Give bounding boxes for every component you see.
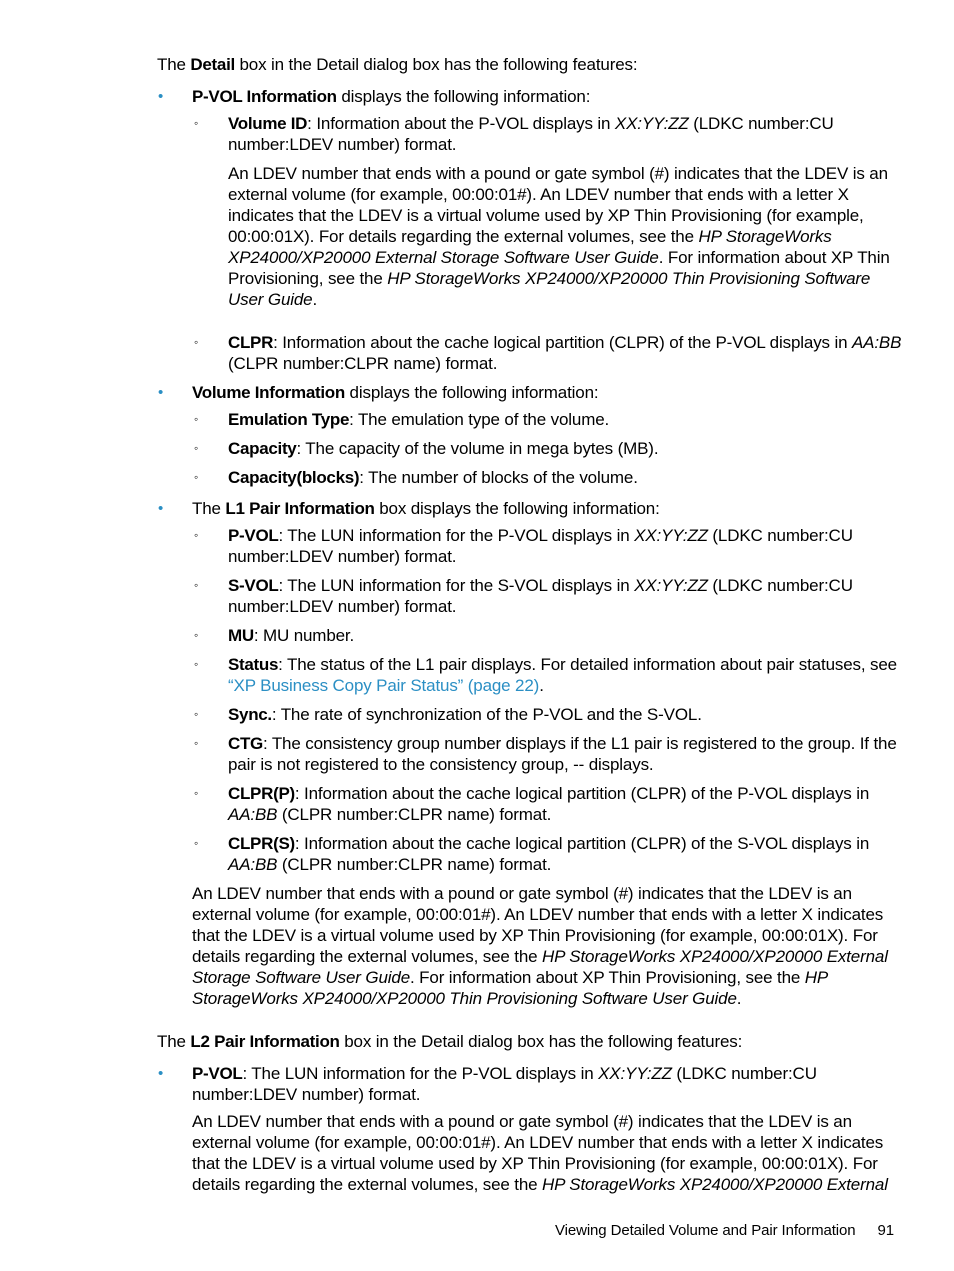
ldev-note-2: An LDEV number that ends with a pound or gate symbol (#) indicates that the LDEV is an external volume (for example, 00:00:01#). An LDEV number that ends with a letter X indicates that the LDEV is a virtual volume used by XP Thin Provisioning (for example, 00:00:01X). For details regarding the external volumes, see the HP StorageWorks XP24000/XP20000 External Storage Software User Guide. For information about XP Thin Provisioning, see the HP StorageWorks XP24000/XP20000 Thin Provisioning Software User Guide. [192,884,888,1008]
sub-l1-svol: ◦ S-VOL: The LUN information for the S-VOL displays in XX:YY:ZZ (LDKC number:CU number:LDEV number) format. [194,576,853,616]
ldev-note-1: An LDEV number that ends with a pound or gate symbol (#) indicates that the LDEV is an external volume (for example, 00:00:01#). An LDEV number that ends with a letter X indicates that the LDEV is a virtual volume used by XP Thin Provisioning (for example, 00:00:01X). For details regarding the external volumes, see the HP StorageWorks XP24000/XP20000 External Storage Software User Guide. For information about XP Thin Provisioning, see the HP StorageWorks XP24000/XP20000 Thin Provisioning Software User Guide. [228,164,890,309]
sub-mu: ◦ MU: MU number. [194,626,355,645]
sub-bullet: ◦ [194,836,199,850]
sub-bullet: ◦ [194,786,199,800]
sub-l1-pvol: ◦ P-VOL: The LUN information for the P-VOL displays in XX:YY:ZZ (LDKC number:CU number:LDEV number) format. [194,526,853,566]
bullet-l1-pair-information: • The L1 Pair Information box displays the following information: [158,499,660,518]
pair-status-link[interactable]: “XP Business Copy Pair Status” (page 22) [228,676,540,695]
sub-bullet: ◦ [194,528,199,542]
bullet-pvol-information: • P-VOL Information displays the following information: [158,87,591,106]
sub-bullet: ◦ [194,412,199,426]
sub-bullet: ◦ [194,707,199,721]
sub-bullet: ◦ [194,116,199,130]
sub-bullet: ◦ [194,578,199,592]
sub-capacity: ◦ Capacity: The capacity of the volume in mega bytes (MB). [194,439,659,458]
sub-emulation-type: ◦ Emulation Type: The emulation type of the volume. [194,410,610,429]
sub-clpr-p: ◦ CLPR(P): Information about the cache logical partition (CLPR) of the P-VOL displays in AA:BB (CLPR number:CLPR name) format. [194,784,870,824]
sub-clpr: ◦ CLPR: Information about the cache logical partition (CLPR) of the P-VOL displays in AA:BB (CLPR number:CLPR name) format. [194,333,902,373]
bullet-dot: • [158,384,164,401]
page-footer [555,1222,894,1239]
bullet-dot: • [158,1065,164,1082]
sub-sync: ◦ Sync.: The rate of synchronization of the P-VOL and the S-VOL. [194,705,702,724]
bullet-dot: • [158,88,164,105]
page-number: 91 [877,1222,894,1239]
bullet-volume-information: • Volume Information displays the following information: [158,383,599,402]
sub-bullet: ◦ [194,441,199,455]
footer-title: Viewing Detailed Volume and Pair Information [554,1222,856,1239]
sub-bullet: ◦ [194,657,199,671]
sub-bullet: ◦ [194,335,199,349]
bullet-dot: • [158,500,164,517]
bullet-l2-pvol: • P-VOL: The LUN information for the P-VOL displays in XX:YY:ZZ (LDKC number:CU number:LDEV number) format. [158,1064,817,1104]
document-page [157,54,902,1217]
sub-bullet: ◦ [194,628,199,642]
ldev-note-3: An LDEV number that ends with a pound or gate symbol (#) indicates that the LDEV is an external volume (for example, 00:00:01#). An LDEV number that ends with a letter X indicates that the LDEV is a virtual volume used by XP Thin Provisioning (for example, 00:00:01X). For details regarding the external volumes, see the HP StorageWorks XP24000/XP20000 External [192,1112,888,1194]
sub-ctg: ◦ CTG: The consistency group number displays if the L1 pair is registered to the group. If the pair is not registered to the consistency group, -- displays. [194,734,897,774]
l2-intro: The L2 Pair Information box in the Detail dialog box has the following features: [157,1032,743,1051]
sub-status: ◦ Status: The status of the L1 pair displays. For detailed information about pair statuses, see “XP Business Copy Pair Status” (page 22). [194,655,897,695]
sub-clpr-s: ◦ CLPR(S): Information about the cache logical partition (CLPR) of the S-VOL displays in AA:BB (CLPR number:CLPR name) format. [194,834,870,874]
sub-volume-id: ◦ Volume ID: Information about the P-VOL displays in XX:YY:ZZ (LDKC number:CU number:LDEV number) format. [194,114,834,154]
sub-capacity-blocks: ◦ Capacity(blocks): The number of blocks of the volume. [194,468,638,487]
sub-bullet: ◦ [194,470,199,484]
detail-intro: The Detail box in the Detail dialog box has the following features: [157,55,638,74]
sub-bullet: ◦ [194,736,199,750]
